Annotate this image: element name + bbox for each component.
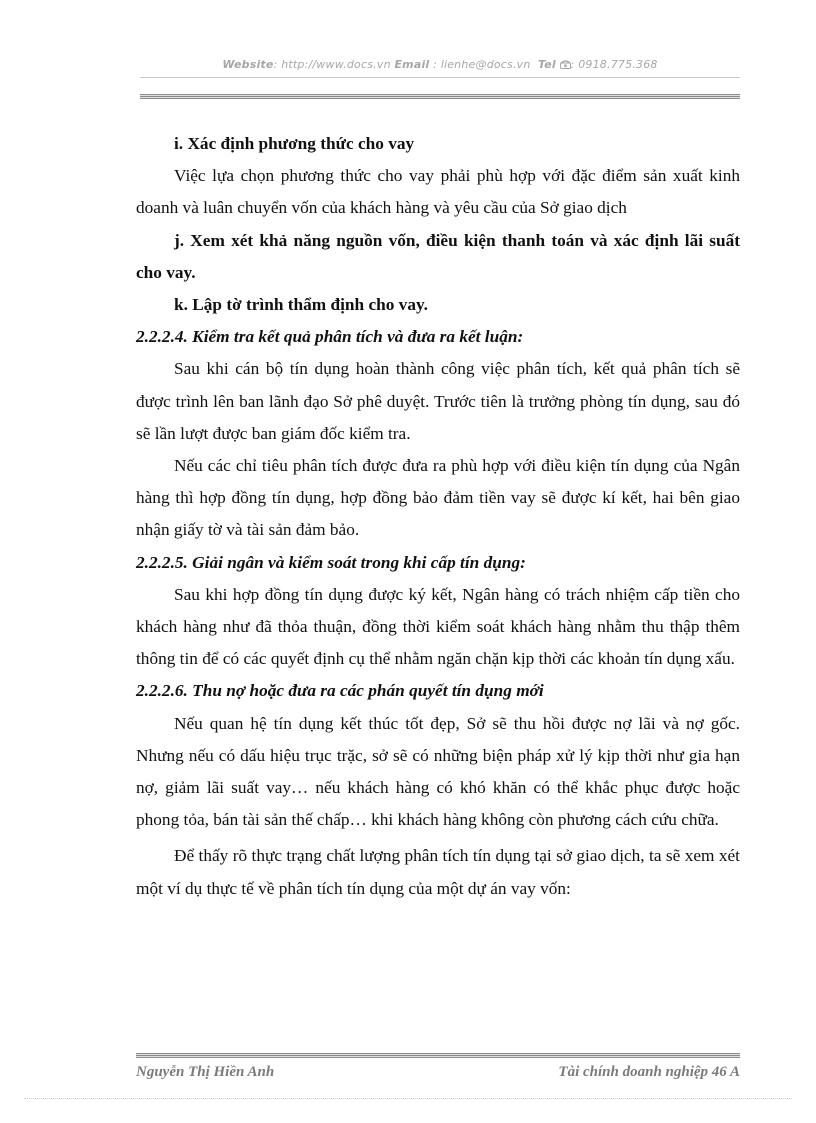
heading-2226: 2.2.2.6. Thu nợ hoặc đưa ra các phán quyết tín dụng mới [136,681,544,701]
tel-value: : 0918.775.368 [570,58,658,71]
heading-k: k. Lập tờ trình thẩm định cho vay. [174,295,428,315]
paragraph-2225: Sau khi hợp đồng tín dụng được ký kết, Ngân hàng có trách nhiệm cấp tiền cho khách hàng như đã thỏa thuận, đồng thời kiểm soát khách hàng nhằm thu thập thêm thông tin để có các quyết định cụ thể nhằm ngăn chặn kịp thời các khoản tín dụng xấu. [136,584,740,669]
paragraph-i: Việc lựa chọn phương thức cho vay phải phù hợp với đặc điểm sản xuất kinh doanh và luân chuyển vốn của khách hàng và yêu cầu của Sở giao dịch [136,166,740,218]
paragraph-2226: Nếu quan hệ tín dụng kết thúc tốt đẹp, Sở sẽ thu hồi được nợ lãi và nợ gốc. Nhưng nếu có dấu hiệu trục trặc, sở sẽ có những biện pháp xử lý kịp thời như gia hạn nợ, giảm lãi suất vay… nếu khách hàng có khó khăn có thể khắc phục được hoặc phong tỏa, bán tài sản thế chấp… khi khách hàng không còn phương cách cứu chữa. [136,713,740,830]
header-divider-thick [140,94,740,99]
footer-author: Nguyễn Thị Hiền Anh [136,1064,275,1080]
phone-icon [560,60,571,69]
email-value: : lienhe@docs.vn [429,58,531,71]
heading-2224: 2.2.2.4. Kiểm tra kết quả phân tích và đưa ra kết luận: [136,327,524,347]
page-bottom-border [24,1098,792,1099]
heading-j: j. Xem xét khả năng nguồn vốn, điều kiện thanh toán và xác định lãi suất cho vay. [136,230,740,282]
website-label: Website [222,58,274,71]
paragraph-2224-b: Nếu các chỉ tiêu phân tích được đưa ra phù hợp với điều kiện tín dụng của Ngân hàng thì hợp đồng tín dụng, hợp đồng bảo đảm tiền vay sẽ được kí kết, hai bên giao nhận giấy tờ và tài sản đảm bảo. [136,456,740,540]
email-label: Email [394,58,430,71]
page-header [140,58,740,71]
document-body [136,128,740,905]
heading-2225: 2.2.2.5. Giải ngân và kiểm soát trong khi cấp tín dụng: [136,552,526,572]
paragraph-2224-a: Sau khi cán bộ tín dụng hoàn thành công việc phân tích, kết quả phân tích sẽ được trình lên ban lãnh đạo Sở phê duyệt. Trước tiên là trưởng phòng tín dụng, sau đó sẽ lần lượt được ban giám đốc kiểm tra. [136,359,740,443]
footer-divider [136,1053,740,1058]
header-divider-thin [140,77,740,78]
tel-label: Tel [537,58,556,71]
paragraph-final: Để thấy rõ thực trạng chất lượng phân tích tín dụng tại sở giao dịch, ta sẽ xem xét một ví dụ thực tế về phân tích tín dụng của một dự án vay vốn: [136,846,740,898]
footer-class: Tài chính doanh nghiệp 46 A [558,1064,740,1080]
heading-i: i. Xác định phương thức cho vay [174,134,415,153]
website-value: : http://www.docs.vn [273,58,391,71]
